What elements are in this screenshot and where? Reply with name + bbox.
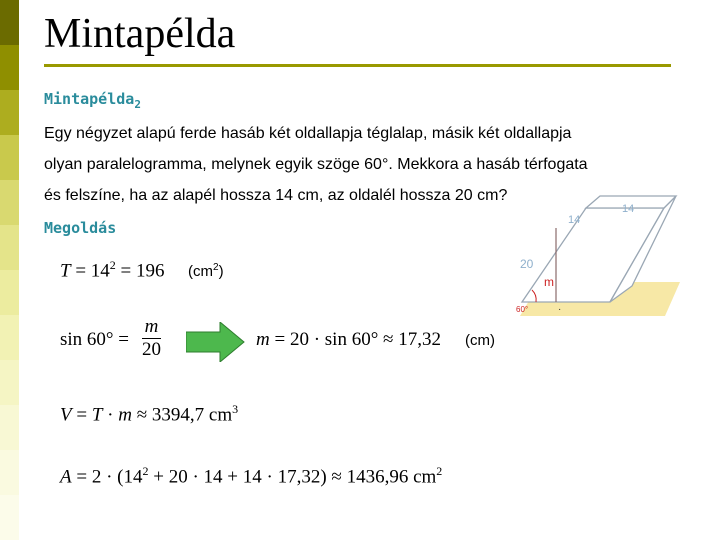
sidebar-segment bbox=[0, 315, 19, 360]
eq4-exp: 3 bbox=[232, 402, 239, 416]
sidebar-segment bbox=[0, 135, 19, 180]
sidebar-segment bbox=[0, 270, 19, 315]
problem-line-1: Egy négyzet alapú ferde hasáb két oldallapja téglalap, másik két oldallapja bbox=[44, 125, 572, 142]
sidebar-segment bbox=[0, 360, 19, 405]
right-angle-mark: · bbox=[558, 304, 562, 315]
sidebar-segment bbox=[0, 405, 19, 450]
eq3-rhs: = 20 · sin 60° ≈ 17,32 bbox=[269, 329, 441, 350]
solution-title: Megoldás bbox=[44, 219, 117, 237]
prism-diagram bbox=[500, 190, 680, 330]
eq1-unit-exp: 2 bbox=[213, 262, 219, 273]
subtitle-text: Mintapélda bbox=[44, 90, 135, 108]
sidebar-segment bbox=[0, 450, 19, 495]
eq4-rhs: ≈ 3394,7 cm bbox=[131, 404, 233, 426]
right-arrow-icon bbox=[186, 322, 246, 362]
eq4-lhs: V bbox=[60, 404, 72, 426]
eq1-mid: = 14 bbox=[70, 260, 110, 282]
eq4-T: T bbox=[91, 404, 103, 426]
eq1-lhs: T bbox=[60, 260, 71, 282]
page-title: Mintapélda bbox=[44, 11, 236, 57]
eq3-unit: (cm) bbox=[465, 332, 495, 349]
eq2-denominator: 20 bbox=[142, 339, 161, 360]
eq5-b: + 20 · 14 + 14 · 17,32) ≈ 1436,96 cm bbox=[148, 466, 437, 488]
eq5-a: = 2 · (14 bbox=[71, 466, 143, 488]
sidebar-segment bbox=[0, 180, 19, 225]
eq5-exp2: 2 bbox=[436, 464, 443, 478]
eq1-exp: 2 bbox=[109, 258, 116, 272]
eq1-unit-open: (cm bbox=[188, 263, 213, 280]
sidebar-segment bbox=[0, 45, 19, 90]
label-m: m bbox=[544, 275, 554, 289]
label-14-top: 14 bbox=[622, 203, 635, 215]
eq5-lhs: A bbox=[60, 466, 72, 488]
subtitle bbox=[44, 90, 141, 111]
eq2-numerator: m bbox=[142, 316, 161, 339]
eq3-lhs: m bbox=[256, 329, 270, 350]
side-bar bbox=[0, 0, 19, 540]
eq5-exp1: 2 bbox=[142, 464, 149, 478]
eq1-unit-close: ) bbox=[218, 263, 224, 280]
subtitle-sub: 2 bbox=[134, 98, 141, 111]
label-20: 20 bbox=[520, 257, 534, 271]
title-rule bbox=[44, 64, 671, 67]
problem-line-3: és felszíne, ha az alapél hossza 14 cm, az oldalél hossza 20 cm? bbox=[44, 187, 508, 204]
eq4-m: m bbox=[118, 404, 132, 426]
eq3 bbox=[256, 329, 441, 351]
eq4 bbox=[60, 402, 238, 426]
label-60: 60° bbox=[516, 305, 529, 314]
sidebar-segment bbox=[0, 90, 19, 135]
eq1-unit bbox=[188, 262, 224, 280]
eq4-eq: = bbox=[71, 404, 92, 426]
sidebar-segment bbox=[0, 0, 19, 45]
label-14-front: 14 bbox=[568, 214, 581, 226]
equation-area bbox=[60, 258, 165, 282]
eq1-rhs: = 196 bbox=[115, 260, 165, 282]
eq4-dot: · bbox=[102, 404, 119, 426]
sidebar-segment bbox=[0, 225, 19, 270]
eq2-lhs: sin 60° = bbox=[60, 329, 129, 350]
sidebar-segment bbox=[0, 495, 19, 540]
eq5 bbox=[60, 464, 442, 488]
problem-line-2: olyan paralelogramma, melynek egyik szöge 60°. Mekkora a hasáb térfogata bbox=[44, 156, 588, 173]
eq2-fraction bbox=[142, 316, 161, 361]
